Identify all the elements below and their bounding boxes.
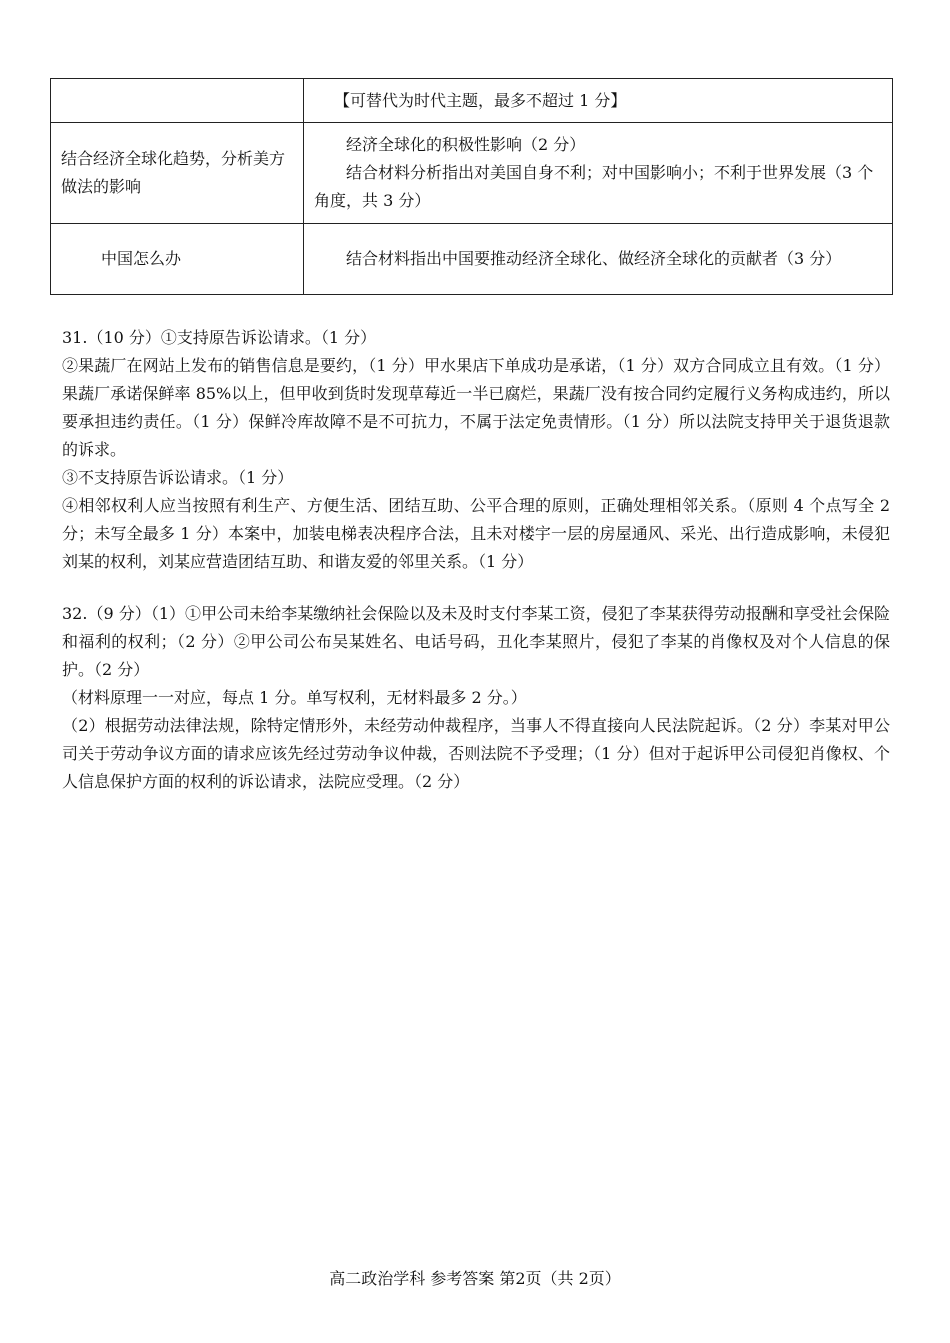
q31-paragraph: ④相邻权利人应当按照有利生产、方便生活、团结互助、公平合理的原则，正确处理相邻关系。（原则 4 个点写全 2 分；未写全最多 1 分）本案中，加装电梯表决程序合法，且未对楼宇一层的房屋通风、采光、出行造成影响，未侵犯刘某的权利，刘某应营造团结互助、和谐友爱的邻里关系。（1 分） bbox=[62, 496, 890, 571]
scoring-cell bbox=[304, 123, 893, 224]
table-row bbox=[51, 224, 893, 295]
criteria-cell: 中国怎么办 bbox=[51, 224, 304, 295]
note-cell bbox=[304, 79, 893, 123]
table-row bbox=[51, 79, 893, 123]
answer-section bbox=[62, 324, 890, 796]
spacer bbox=[62, 576, 890, 600]
scoring-table bbox=[50, 78, 893, 295]
q32-paragraph: （2）根据劳动法律法规，除特定情形外，未经劳动仲裁程序，当事人不得直接向人民法院起诉。（2 分）李某对甲公司关于劳动争议方面的请求应该先经过劳动争议仲裁，否则法院不予受理；（1 分）但对于起诉甲公司侵犯肖像权、个人信息保护方面的权利的诉讼请求，法院应受理。（2 分） bbox=[62, 716, 890, 791]
scoring-line: 经济全球化的积极性影响（2 分） bbox=[346, 135, 586, 154]
q32-paragraph: 32.（9 分）（1）①甲公司未给李某缴纳社会保险以及未及时支付李某工资，侵犯了李某获得劳动报酬和享受社会保险和福利的权利；（2 分）②甲公司公布吴某姓名、电话号码，丑化李某照片，侵犯了李某的肖像权及对个人信息的保护。（2 分） bbox=[62, 604, 890, 679]
scoring-cell bbox=[304, 224, 893, 295]
q32-note: （材料原理一一对应，每点 1 分。单写权利，无材料最多 2 分。） bbox=[62, 688, 527, 707]
q31-line: 31.（10 分）①支持原告诉讼请求。（1 分） bbox=[62, 328, 377, 347]
criteria-cell bbox=[51, 79, 304, 123]
criteria-cell: 结合经济全球化趋势，分析美方做法的影响 bbox=[51, 123, 304, 224]
q31-paragraph: ②果蔬厂在网站上发布的销售信息是要约，（1 分）甲水果店下单成功是承诺，（1 分）双方合同成立且有效。（1 分）果蔬厂承诺保鲜率 85%以上，但甲收到货时发现草莓近一半已腐烂，果蔬厂没有按合同约定履行义务构成违约，所以要承担违约责任。（1 分）保鲜冷库故障不是不可抗力，不属于法定免责情形。（1 分）所以法院支持甲关于退货退款的诉求。 bbox=[62, 356, 890, 459]
table-row bbox=[51, 123, 893, 224]
q31-line: ③不支持原告诉讼请求。（1 分） bbox=[62, 468, 294, 487]
note-text: 【可替代为时代主题，最多不超过 1 分】 bbox=[334, 90, 627, 110]
scoring-line: 结合材料分析指出对美国自身不利；对中国影响小；不利于世界发展（3 个角度，共 3 分） bbox=[314, 163, 874, 210]
scoring-line: 结合材料指出中国要推动经济全球化、做经济全球化的贡献者（3 分） bbox=[346, 249, 842, 268]
page-footer: 高二政治学科 参考答案 第2页（共 2页） bbox=[329, 1269, 621, 1288]
